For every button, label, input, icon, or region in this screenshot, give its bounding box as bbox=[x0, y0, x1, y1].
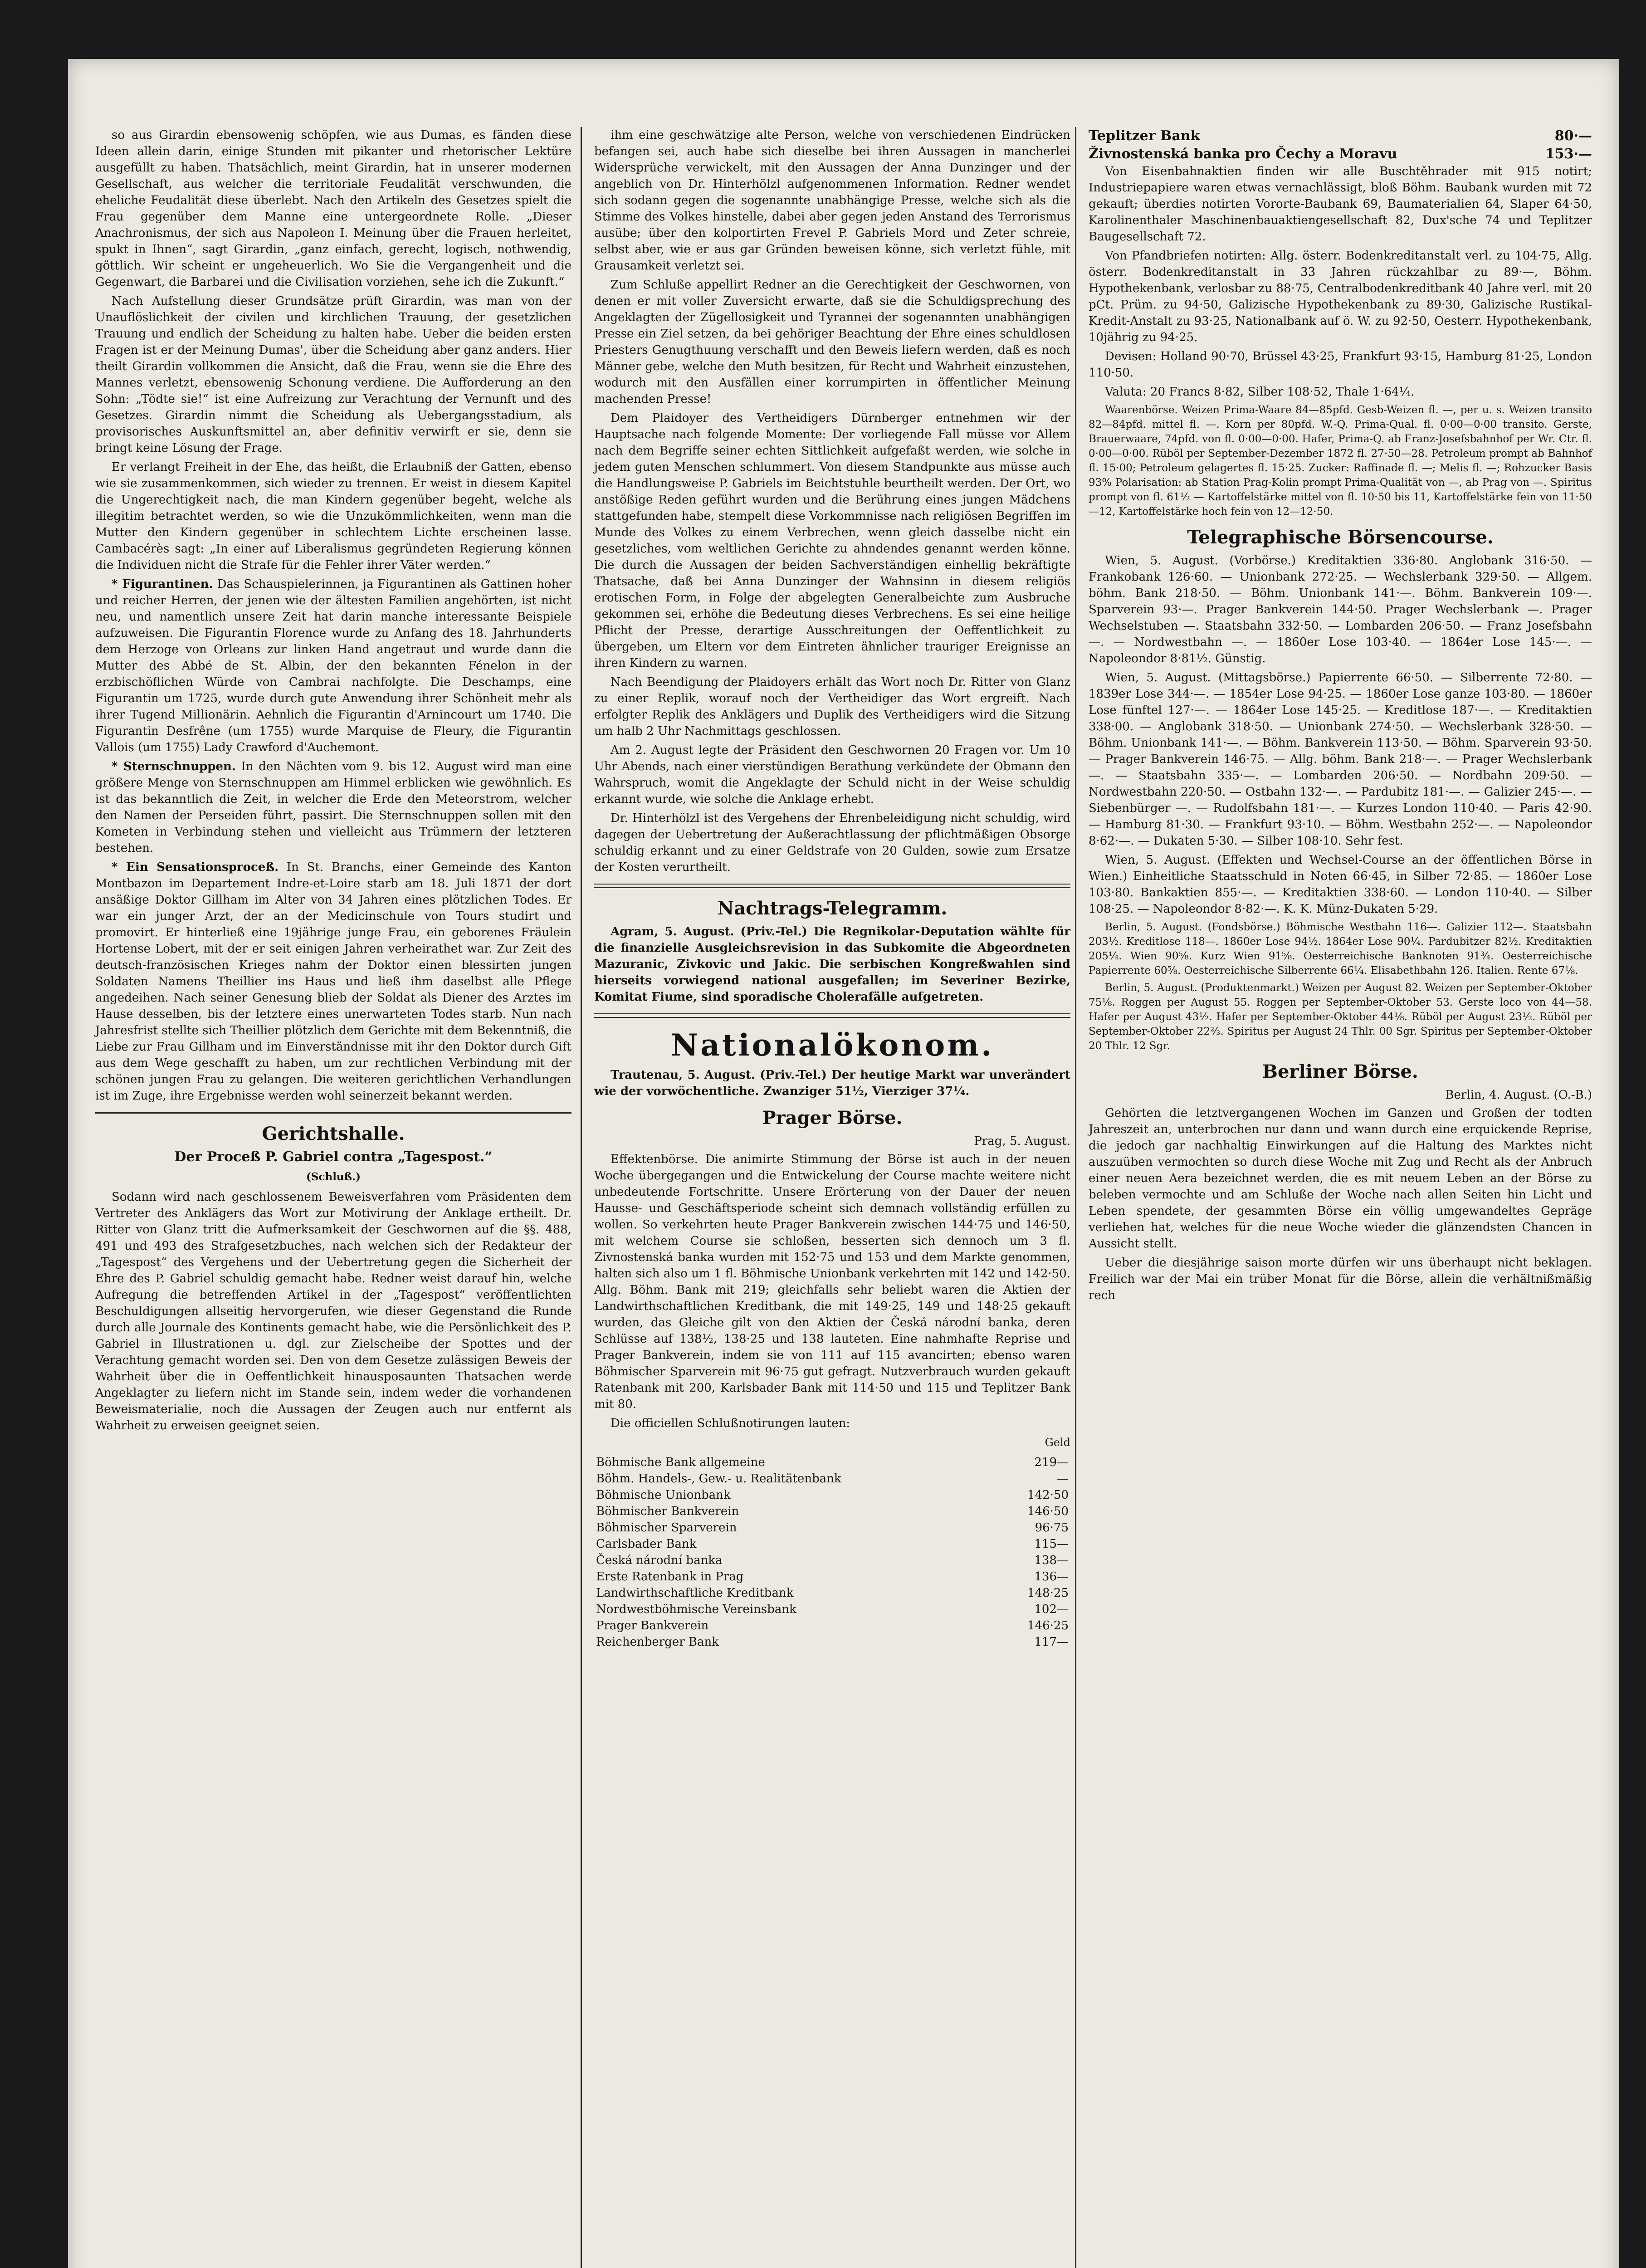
column-3 bbox=[1089, 127, 1592, 1306]
telegram-text: Agram, 5. August. (Priv.-Tel.) Die Regnikolar-Deputation wählte für die finanzielle Ausgleichsrevision in das Subkomite die Abgeordneten Mazuranic, Zivkovic und Jakic. Die serbischen Kongreßwahlen sind hierseits vorwiegend national ausgefallen; im Severiner Bezirke, Komitat Fiume, sind sporadische Cholerafälle aufgetreten. bbox=[594, 925, 1070, 1004]
quote-value: 148·25 bbox=[1027, 1586, 1069, 1600]
section-title: Gerichtshalle. bbox=[262, 1123, 405, 1144]
section-title: Prager Börse. bbox=[762, 1107, 903, 1129]
article-paragraph: Die officiellen Schlußnotirungen lauten: bbox=[611, 1417, 850, 1430]
article-paragraph: Von Pfandbriefen notirten: Allg. österr. Bodenkreditanstalt verl. zu 104·75, Allg. österr. Bodenkreditanstalt in 33 Jahren rückzahlbar zu 89·—, Böhm. Hypothekenbank, verlosbar zu 88·75, Centralbodenkreditbank 40 Jahre verl. mit 20 pCt. Prüm. zu 94·50, Galizische Hypothekenbank zu 89·30, Galizische Rustikal-Kredit-Anstalt zu 93·25, Nationalbank auf ö. W. zu 92·50, Oesterr. Hypothekenbank, 10jährig zu 94·25. bbox=[1089, 249, 1592, 344]
paragraph-text: In den Nächten vom 9. bis 12. August wird man eine größere Menge von Sternschnuppen am Himmel erblicken wie gewöhnlich. Es ist das bekanntlich die Zeit, in welcher die Erde den Meteorstrom, welcher den Namen der Perseiden führt, passirt. Die Sternschnuppen sollen mit den Kometen in Verbindung stehen und vielleicht aus Trümmern der letzteren bestehen. bbox=[95, 760, 572, 855]
article-paragraph: Waarenbörse. Weizen Prima-Waare 84—85pfd. Gesb-Weizen fl. —, per u. s. Weizen transito 82—84pfd. mittel fl. —. Korn per 80pfd. W.-Q. Prima-Qual. fl. 0·00—0·00 transito. Gerste, Brauerwaare, 74pfd. von fl. 0·00—0·00. Hafer, Prima-Q. ab Franz-Josefsbahnhof per Wr. Ctr. fl. 0·00—0·00. Rüböl per September-Dezember 1872 fl. 27·50—28. Petroleum prompt ab Bahnhof fl. 15·00; Petroleum gelagertes fl. 15·25. Zucker: Raffinade fl. —; Melis fl. —; Rohzucker Basis 93% Polarisation: ab Station Prag-Kolin prompt Prima-Qualität von —, ab Prag von —. Spiritus prompt von fl. 61½ — Kartoffelstärke mittel von fl. 10·50 bis 11, Kartoffelstärke fein von 11·50—12, Kartoffelstärke hoch fein von 12—12·50. bbox=[1089, 404, 1592, 518]
quote-row bbox=[594, 1471, 1070, 1487]
quotes-table bbox=[594, 1454, 1070, 1650]
quote-name: Landwirthschaftliche Kreditbank bbox=[596, 1586, 794, 1600]
article-paragraph: Wien, 5. August. (Mittagsbörse.) Papierrente 66·50. — Silberrente 72·80. — 1839er Lose 344·—. — 1854er Lose 94·25. — 1860er Lose ganze 103·80. — 1860er Lose fünftel 127·—. — 1864er Lose 145·25. — Kreditlose 187·—. — Kreditaktien 338·00. — Anglobank 318·50. — Unionbank 274·50. — Wechslerbank 328·50. — Böhm. Unionbank 141·—. — Böhm. Bankverein 113·50. — Böhm. Sparverein 93·50. — Prager Bankverein 146·75. — Allg. böhm. Bank 218·—. — Prager Wechslerbank —. — Staatsbahn 335·—. — Lombarden 206·50. — Nordbahn 209·50. — Nordwestbahn 220·50. — Ostbahn 132·—. — Pardubitz 181·—. — Galizier 245·—. — Siebenbürger —. — Rudolfsbahn 181·—. — Kurzes London 110·40. — Paris 42·90. — Hamburg 81·30. — Frankfurt 93·10. — Böhm. Westbahn 252·—. — Napoleondor 8·62·—. — Dukaten 5·30. — Silber 108·10. Sehr fest. bbox=[1089, 671, 1592, 848]
article-paragraph: Devisen: Holland 90·70, Brüssel 43·25, Frankfurt 93·15, Hamburg 81·25, London 110·50. bbox=[1089, 350, 1592, 380]
quote-value: 219— bbox=[1034, 1456, 1069, 1469]
quote-name: Böhmischer Bankverein bbox=[596, 1505, 739, 1518]
article-paragraph: so aus Girardin ebensowenig schöpfen, wie aus Dumas, es fänden diese Ideen allein darin, einige Stunden mit pikanter und rhetorischer Lektüre ausgefüllt zu haben. Thatsächlich, meint Girardin, hat in unserer modernen Gesellschaft, aus welcher die territoriale Feudalität verschwunden, die eheliche Feudalität diese überlebt. Nach den Artikeln des Gesetzes spielt die Frau gegenüber dem Manne eine untergeordnete Rolle. „Dieser Anachronismus, der sich aus Napoleon I. Meinung über die Frauen herleitet, spukt in Ihnen“, sagt Girardin, „ganz einfach, gerecht, logisch, nothwendig, göttlich. Wir scheint er ungeheuerlich. Wo Sie die Vergangenheit und die Gegenwart, die Barbarei und die Civilisation vorziehen, sehe ich die Zukunft.“ bbox=[95, 128, 571, 289]
article-paragraph: Wien, 5. August. (Effekten und Wechsel-Course an der öffentlichen Börse in Wien.) Einheitliche Staatsschuld in Noten 66·45, in Silber 72·85. — 1860er Lose 103·80. Bankaktien 855·—. — Kreditaktien 338·60. — London 110·40. — Silber 108·25. — Napoleondor 8·82·—. K. K. Münz-Dukaten 5·29. bbox=[1089, 853, 1592, 916]
article-paragraph: Zum Schluße appellirt Redner an die Gerechtigkeit der Geschwornen, von denen er mit voller Zuversicht erwarte, daß sie die Schuldigsprechung des Angeklagten der Zügellosigkeit und Tyrannei der sogenannten unabhängigen Presse ein Ziel setzen, da bei gehöriger Beachtung der Ehre eines schuldlosen Priesters Genugthuung verschafft und den Beweis liefern werden, daß es noch Männer gebe, welche den Muth besitzen, für Recht und Wahrheit einzustehen, wodurch mit den Ausfällen einer korrumpirten in öffentlicher Meinung machenden Presse! bbox=[594, 278, 1070, 406]
quote-row bbox=[594, 1552, 1070, 1569]
article-title: Der Proceß P. Gabriel contra „Tagespost.“ bbox=[174, 1149, 493, 1165]
article-paragraph: Ueber die diesjährige saison morte dürfen wir uns überhaupt nicht beklagen. Freilich war der Mai ein trüber Monat für die Börse, allein die verhältnißmäßig rech bbox=[1089, 1256, 1592, 1302]
newspaper-page bbox=[68, 59, 1619, 2268]
quote-row bbox=[594, 1601, 1070, 1618]
quote-value: 146·25 bbox=[1027, 1619, 1069, 1633]
column-rule bbox=[1075, 127, 1076, 2268]
quote-row bbox=[1089, 127, 1592, 145]
paragraph-text: Das Schauspielerinnen, ja Figurantinen als Gattinen hoher und reicher Herren, der jenen wie der ältesten Familien angehörten, ist nicht neu, und namentlich unsere Zeit hat darin manche interessante Beispiele aufzuweisen. Die Figurantin Florence wurde zu Anfang des 18. Jahrhunderts dem Herzoge von Orleans zur linken Hand angetraut und wurde dann die Mutter des Abbé de St. Albin, der den bekannten Fénelon in der erzbischöflichen Würde von Cambrai nachfolgte. Die Deschamps, eine Figurantin um 1725, wurde durch gute Anwendung ihrer Schönheit mehr als ihrer Tugend Millionärin. Aehnlich die Figurantin d'Arnincourt um 1740. Die Figurantin Desfrêne (um 1755) wurde Marquise de Fleury, die Figurantin Vallois (um 1755) Lady Crawford d'Auchemont. bbox=[95, 577, 572, 754]
quote-row bbox=[594, 1585, 1070, 1601]
article-paragraph: Berlin, 5. August. (Fondsbörse.) Böhmische Westbahn 116—. Galizier 112—. Staatsbahn 203½. Kreditlose 118—. 1860er Lose 94½. 1864er Lose 90¼. Pardubitzer 82½. Kreditaktien 205¼. Wien 90⅝. Kurz Wien 91⅝. Oesterreichische Banknoten 91¾. Oesterreichische Papierrente 60⅝. Oesterreichische Silberrente 66¼. Elisabethbahn 126. Italien. Rente 67⅛. bbox=[1089, 921, 1592, 977]
article-paragraph: Von Eisenbahnaktien finden wir alle Buschtěhrader mit 915 notirt; Industriepapiere waren etwas vernachlässigt, bloß Böhm. Baubank wurden mit 72 gekauft; überdies notirten Vororte-Baubank 69, Baumaterialien 64, Slaper 64·50, Karolinenthaler Maschinenbauaktiengesellschaft 82, Dux'sche 74 und Teplitzer Baugesellschaft 72. bbox=[1089, 165, 1592, 244]
quote-row bbox=[594, 1503, 1070, 1520]
section-heading: * Figurantinen. bbox=[112, 577, 213, 591]
quote-name: Nordwestböhmische Vereinsbank bbox=[596, 1603, 796, 1616]
quote-name: Carlsbader Bank bbox=[596, 1537, 697, 1551]
quote-row bbox=[594, 1634, 1070, 1650]
quote-column-header: Geld bbox=[1045, 1436, 1070, 1449]
quote-name: Česká národní banka bbox=[596, 1554, 723, 1567]
dateline: Berlin, 4. August. (O.-B.) bbox=[1445, 1088, 1592, 1102]
article-paragraph: Wien, 5. August. (Vorbörse.) Kreditaktien 336·80. Anglobank 316·50. — Frankobank 126·60. — Unionbank 272·25. — Wechslerbank 329·50. — Allgem. böhm. Bank 218·50. — Böhm. Unionbank 141·—. Böhm. Bankverein 109·—. Sparverein 93·—. Prager Bankverein 144·50. Prager Wechslerbank —. Prager Wechselstuben —. Staatsbahn 332·50. — Lombarden 206·50. — Franz Josefsbahn —. — Nordwestbahn —. — 1860er Lose 103·40. — 1864er Lose 145·—. — Napoleondor 8·81½. Günstig. bbox=[1089, 554, 1592, 665]
quote-value: 153·— bbox=[1545, 146, 1592, 162]
section-title: Nationalökonom. bbox=[670, 1027, 994, 1063]
dateline: Prag, 5. August. bbox=[974, 1134, 1070, 1148]
market-report: Trautenau, 5. August. (Priv.-Tel.) Der heutige Markt war unverändert wie der vorwöchentliche. Zwanziger 51½, Vierziger 37¼. bbox=[594, 1068, 1070, 1098]
quote-row bbox=[594, 1487, 1070, 1503]
top-quotes bbox=[1089, 127, 1592, 163]
section-heading: * Ein Sensationsproceß. bbox=[112, 860, 279, 874]
section-heading: * Sternschnuppen. bbox=[112, 760, 236, 773]
quote-value: 117— bbox=[1034, 1635, 1069, 1649]
quote-value: 146·50 bbox=[1027, 1505, 1069, 1518]
quote-name: Böhm. Handels-, Gew.- u. Realitätenbank bbox=[596, 1472, 841, 1486]
article-paragraph: Nach Beendigung der Plaidoyers erhält das Wort noch Dr. Ritter von Glanz zu einer Replik, worauf noch der Vertheidiger das Wort ergreift. Nach erfolgter Replik des Anklägers und Duplik des Vertheidigers wird die Sitzung um halb 2 Uhr Nachmittags geschlossen. bbox=[594, 675, 1070, 738]
quote-value: 138— bbox=[1034, 1554, 1069, 1567]
quote-row bbox=[594, 1569, 1070, 1585]
article-paragraph bbox=[95, 859, 571, 1104]
quote-row bbox=[594, 1618, 1070, 1634]
article-paragraph: Effektenbörse. Die animirte Stimmung der Börse ist auch in der neuen Woche übergegangen und die Entwickelung der Course machte weitere nicht unbedeutende Fortschritte. Unsere Erörterung von der Dauer der neuen Hausse- und Geschäftsperiode scheint sich demnach vollständig erfüllen zu wollen. So verkehrten heute Prager Bankverein zwischen 144·75 und 146·50, mit welchem Course sie schloßen, besserten sich dennoch um 3 fl. Zivnostenská banka wurden mit 152·75 und 153 und dem Markte genommen, halten sich also um 1 fl. Böhmische Unionbank verkehrten mit 142 und 142·50. Allg. Böhm. Bank mit 219; gleichfalls sehr beliebt waren die Aktien der Landwirthschaftlichen Kreditbank, die mit 149·25, 149 und 148·25 gekauft wurden, das Gleiche gilt von den Aktien der Česká národní banka, deren Schlüsse auf 138½, 138·25 und 138 lauteten. Eine nahmhafte Reprise und Prager Bankverein, indem sie von 111 auf 115 avancirten; ebenso waren Böhmischer Sparverein mit 96·75 gut gefragt. Nutzverbrauch wurden gekauft Ratenbank mit 200, Karlsbader Bank mit 114·50 und 115 und Teplitzer Bank mit 80. bbox=[594, 1153, 1070, 1411]
column-2 bbox=[594, 127, 1070, 1654]
quote-name: Böhmische Bank allgemeine bbox=[596, 1456, 765, 1469]
column-rule bbox=[581, 127, 582, 2268]
quote-row bbox=[594, 1454, 1070, 1471]
article-paragraph: Berlin, 5. August. (Produktenmarkt.) Weizen per August 82. Weizen per September-Oktober 75⅛. Roggen per August 55. Roggen per September-Oktober 53. Gerste loco von 44—58. Hafer per August 43½. Hafer per September-Oktober 44⅛. Rüböl per August 23½. Rüböl per September-Oktober 22⅔. Spiritus per August 24 Thlr. 00 Sgr. Spiritus per September-Oktober 20 Thlr. 12 Sgr. bbox=[1089, 982, 1592, 1052]
article-paragraph: Dr. Hinterhölzl ist des Vergehens der Ehrenbeleidigung nicht schuldig, wird dagegen der Uebertretung der Außerachtlassung der pflichtmäßigen Obsorge schuldig erkannt und zu einer Geldstrafe von 20 Gulden, sowie zum Ersatze der Kosten verurtheilt. bbox=[594, 811, 1070, 874]
quote-value: 102— bbox=[1034, 1603, 1069, 1616]
article-paragraph: Er verlangt Freiheit in der Ehe, das heißt, die Erlaubniß der Gatten, ebenso wie sie zusammenkommen, sich wieder zu trennen. Er weist in diesem Kapitel die Ungerechtigkeit nach, die man Kindern gegenüber begeht, welche als illegitim betrachtet werden, so wie die Unzukömmlichkeiten, wenn man die Mutter den Kindern gegenüber in schlechtem Lichte erscheinen lasse. Cambacérès sagt: „In einer auf Liberalismus gegründeten Regierung können die Individuen nicht die Strafe für die Fehler ihrer Väter werden.“ bbox=[95, 460, 571, 572]
article-paragraph: Sodann wird nach geschlossenem Beweisverfahren vom Präsidenten dem Vertreter des Anklägers das Wort zur Motivirung der Anklage ertheilt. Dr. Ritter von Glanz tritt die Aufmerksamkeit der Geschwornen auf die §§. 488, 491 und 493 des Strafgesetzbuches, nach welchen sich der Redakteur der „Tagespost“ des Vergehens und der Uebertretung gegen die Sicherheit der Ehre des P. Gabriel schuldig gemacht habe. Redner weist darauf hin, welche Aufregung die betreffenden Artikel in der „Tagespost“ veröffentlichten Beschuldigungen allseitig hervorgerufen, wie dieser Gegenstand die Runde durch alle Journale des Kontinents gemacht habe, wie die Persönlichkeit des P. Gabriel in Illustrationen u. dgl. zur Zielscheibe der Spottes und der Verachtung gemacht worden sei. Den von dem Gesetze zulässigen Beweis der Wahrheit über die in Oeffentlichkeit hinausposaunten Thatsachen werde Angeklagter zu liefern nicht im Stande sein, indem weder die vorhandenen Beweismaterialie, noch die Aussagen der Zeugen auch nur entfernt als Wahrheit zu erweisen geeignet seien. bbox=[95, 1190, 571, 1432]
quote-name: Teplitzer Bank bbox=[1089, 128, 1200, 144]
divider bbox=[594, 1013, 1070, 1018]
divider bbox=[95, 1112, 571, 1114]
quote-name: Prager Bankverein bbox=[596, 1619, 709, 1633]
article-paragraph: Nach Aufstellung dieser Grundsätze prüft Girardin, was man von der Unauflöslichkeit der civilen und kirchlichen Trauung, der gesetzlichen Trauung und endlich der Scheidung zu halten habe. Ueber die beiden ersten Fragen ist er der Meinung Dumas', über die Scheidung aber ganz anders. Hier theilt Girardin vollkommen die Ansicht, daß die Frau, wenn sie die Ehre des Mannes verletzt, ebensowenig Schonung verdiene. Die Aufforderung an den Sohn: „Tödte sie!“ ist eine Aufreizung zur Verachtung der Vernunft und des Gesetzes. Girardin nimmt die Scheidung als Uebergangsstadium, als provisorisches Auskunftsmittel an, aber definitiv verwirft er sie, denn sie bringt keine Lösung der Frage. bbox=[95, 294, 571, 455]
article-paragraph: ihm eine geschwätzige alte Person, welche von verschiedenen Eindrücken befangen sei, auch habe sich dieselbe bei ihren Aussagen in mancherlei Widersprüche verwickelt, mit den Aussagen der Anna Dunzinger und der angeblich von Dr. Hinterhölzl aufgenommenen Information. Redner wendet sich sodann gegen die sogenannte unabhängige Presse, welche sich als die Stimme des Volkes hinstelle, dabei aber gegen jeden Anstand des Terrorismus ausübe; über den kolportirten Frevel P. Gabriels Mord und Zeter schreie, selbst aber, wie er aus gar Gründen beweisen könne, sich verletzt fühle, mit Grausamkeit verletzt sei. bbox=[594, 128, 1070, 273]
paragraph-text: In St. Branchs, einer Gemeinde des Kanton Montbazon im Departement Indre-et-Loire starb am 18. Juli 1871 der dort ansäßige Doktor Gillham im Alter von 34 Jahren eines plötzlichen Todes. Er war ein junger Arzt, der an der Medicinschule von Tours studirt und promovirt. Er hinterließ eine 19jährige junge Frau, ein geborenes Fräulein Hortense Lobert, mit der er seit einigen Jahren verheirathet war. Zur Zeit des deutsch-französischen Krieges nahm der Doktor einen blessirten jungen Soldaten Namens Theillier ins Haus und ließ ihm daselbst alle Pflege angedeihen. Nach seiner Genesung blieb der Soldat als Diener des Arztes im Hause desselben, bis der letztere eines unerwarteten Todes starb. Nun nach Jahresfrist stellte sich Theillier plötzlich dem Gerichte mit dem Bekenntniß, die Liebe zur Frau Gillham und im Einverständnisse mit ihr den Doktor durch Gift aus dem Wege geschafft zu haben, um zur rechtlichen Verbindung mit der schönen jungen Frau zu gelangen. Die weiteren gerichtlichen Verhandlungen ist im Zuge, ihre Ergebnisse werden wohl seinerzeit bekannt werden. bbox=[95, 860, 572, 1103]
section-title: Berliner Börse. bbox=[1262, 1061, 1418, 1082]
article-paragraph bbox=[95, 758, 571, 856]
article-paragraph bbox=[95, 576, 571, 756]
quote-value: 142·50 bbox=[1027, 1488, 1069, 1502]
section-title: Nachtrags-Telegramm. bbox=[717, 898, 948, 919]
quote-name: Erste Ratenbank in Prag bbox=[596, 1570, 744, 1584]
article-subtitle: (Schluß.) bbox=[306, 1171, 361, 1183]
quote-name: Böhmischer Sparverein bbox=[596, 1521, 737, 1535]
section-title: Telegraphische Börsencourse. bbox=[1187, 527, 1494, 548]
quote-value: 96·75 bbox=[1035, 1521, 1069, 1535]
quote-row bbox=[594, 1520, 1070, 1536]
article-paragraph: Valuta: 20 Francs 8·82, Silber 108·52, Thale 1·64¼. bbox=[1105, 385, 1415, 399]
divider bbox=[594, 884, 1070, 888]
quote-name: Živnostenská banka pro Čechy a Moravu bbox=[1089, 146, 1397, 162]
quote-name: Reichenberger Bank bbox=[596, 1635, 719, 1649]
article-paragraph: Am 2. August legte der Präsident den Geschwornen 20 Fragen vor. Um 10 Uhr Abends, nach einer vierstündigen Berathung verkündete der Obmann den Wahrspruch, womit die Angeklagte der Schuld nicht in der Weise schuldig erkannt wurde, wie solche die Anklage erhebt. bbox=[594, 743, 1070, 806]
quote-row bbox=[594, 1536, 1070, 1552]
quote-value: 80·— bbox=[1554, 128, 1592, 144]
quote-row bbox=[1089, 145, 1592, 163]
article-paragraph: Dem Plaidoyer des Vertheidigers Dürnberger entnehmen wir der Hauptsache nach folgende Momente: Der vorliegende Fall müsse vor Allem nach dem Begriffe seiner echten Sittlichkeit aufgefaßt werden, wie solche in jedem guten Menschen schlummert. Von diesem Standpunkte aus müsse auch die Handlungsweise P. Gabriels im Beichtstuhle beurtheilt werden. Der Ort, wo anstößige Reden geführt wurden und die Berührung eines jungen Mädchens stattgefunden habe, stempelt diese Vorkommnisse nach religiösen Begriffen im Munde des Volkes zu einem Verbrechen, wenn gleich dasselbe nicht ein gesetzliches, vom weltlichen Gerichte zu ahndendes genannt werden könne. Die durch die Aussagen der beiden Sachverständigen einhellig bekräftigte Thatsache, daß bei Anna Dunzinger der Wahnsinn in diesem religiös erotischen Form, in Folge der abgelegten Generalbeichte zum Ausbruche gekommen sei, erhöhe die Bedeutung dieses Verbrechens. Es sei eine heilige Pflicht der Presse, derartige Ausschreitungen der Oeffentlichkeit zu übergeben, um Eltern vor dem Eintreten ähnlicher trauriger Ereignisse an ihren Kindern zu warnen. bbox=[594, 411, 1070, 670]
quote-value: 136— bbox=[1034, 1570, 1069, 1584]
quote-value: 115— bbox=[1034, 1537, 1069, 1551]
quote-name: Böhmische Unionbank bbox=[596, 1488, 731, 1502]
article-paragraph: Gehörten die letztvergangenen Wochen im Ganzen und Großen der todten Jahreszeit an, unterbrochen nur dann und wann durch eine erquickende Reprise, die jedoch gar nachhaltig Einwirkungen auf die Haltung des Marktes nicht auszuüben vermochten so durch diese Woche mit Zug und Recht als der Anbruch einer neuen Aera bezeichnet werden, die es mit neuem Leben an der Börse zu beleben vermochte und am Schluße der Woche nach allen Seiten hin Licht und Leben spendete, der gesammten Börse ein völlig umgewandeltes Gepräge verliehen hat, welches für die neue Woche wieder die glänzendsten Chancen in Aussicht stellt. bbox=[1089, 1106, 1592, 1251]
column-1 bbox=[95, 127, 571, 1437]
quote-value: — bbox=[1057, 1472, 1069, 1486]
